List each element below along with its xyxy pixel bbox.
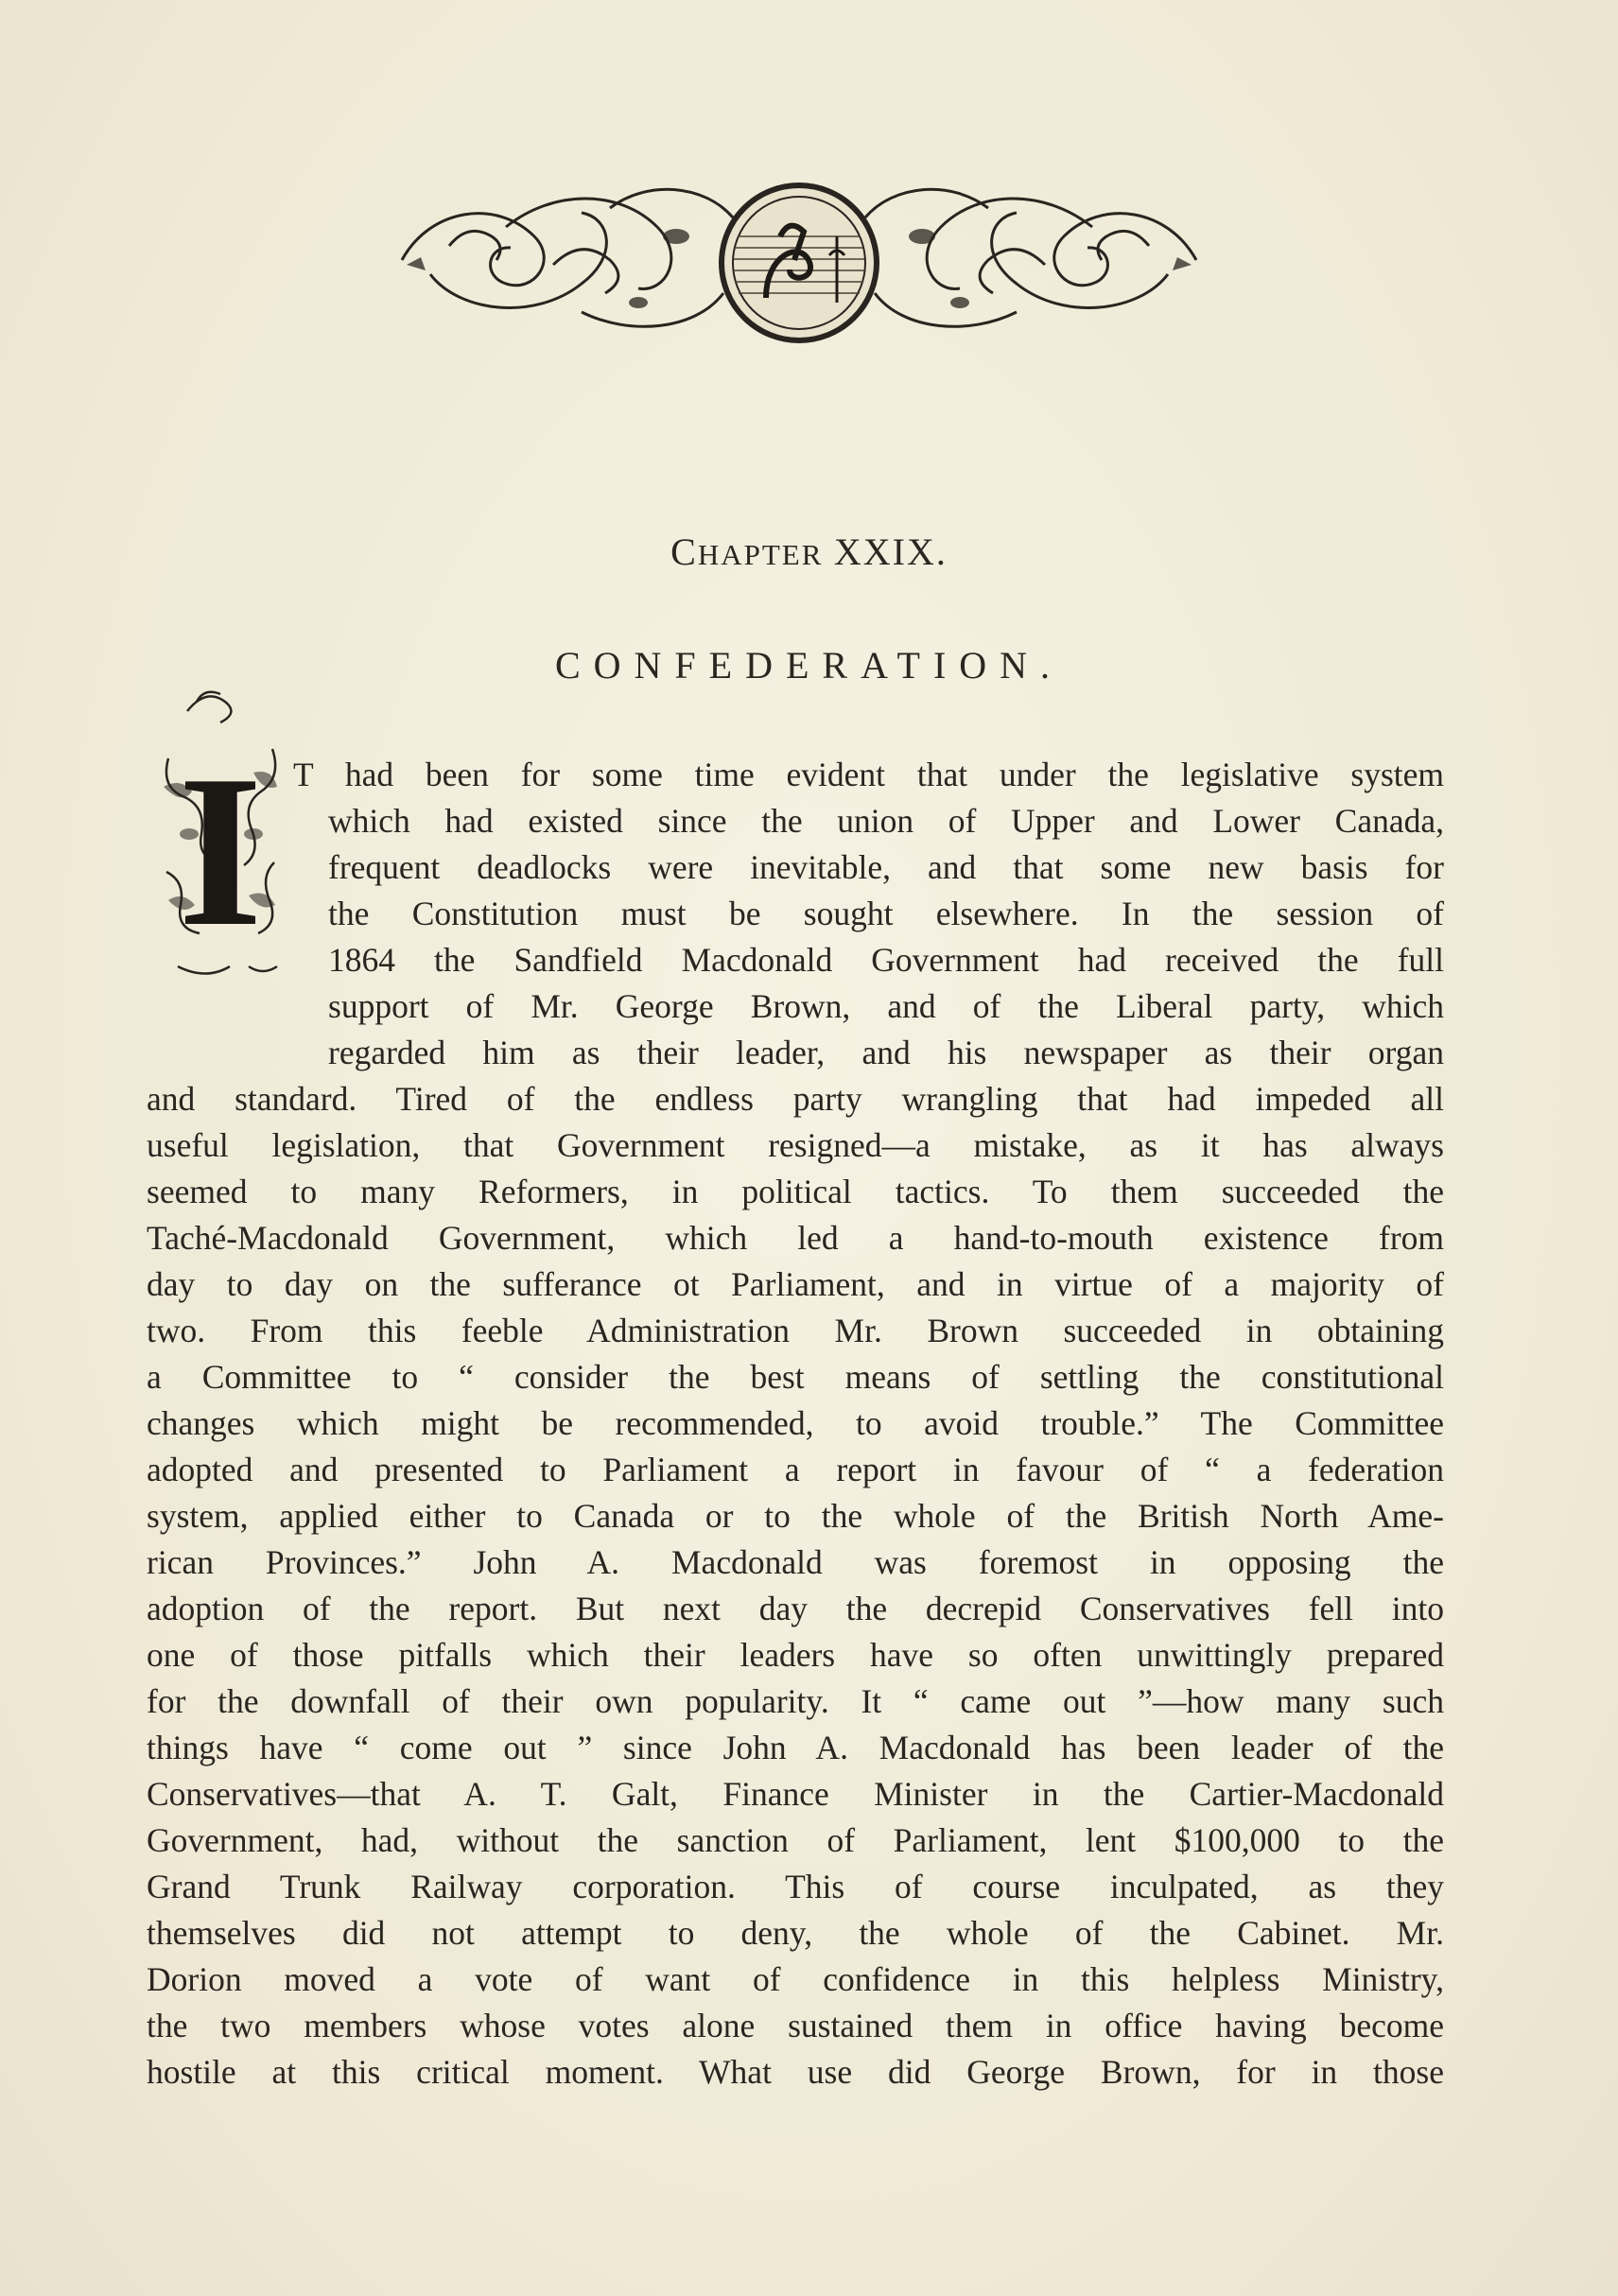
text-line — [147, 798, 1444, 844]
text-line — [147, 1679, 1444, 1725]
text-line-content: 1864 the Sandfield Macdonald Government had received the full — [328, 941, 1444, 979]
text-line — [147, 1215, 1444, 1261]
text-line-content: themselves did not attempt to deny, the whole of the Cabinet. Mr. — [147, 1914, 1444, 1952]
text-line — [147, 1586, 1444, 1632]
text-line-content: hostile at this critical moment. What use did George Brown, for in those — [147, 2053, 1444, 2091]
text-line — [147, 937, 1444, 983]
text-line-content: Taché-Macdonald Government, which led a hand-to-mouth existence from — [147, 1219, 1444, 1257]
ornamental-headpiece — [392, 170, 1206, 359]
text-line — [147, 1771, 1444, 1818]
text-line — [147, 891, 1444, 937]
text-line-content: the two members whose votes alone sustained them in office having become — [147, 2007, 1444, 2044]
text-line — [147, 1818, 1444, 1864]
text-line-content: rican Provinces.” John A. Macdonald was foremost in opposing the — [147, 1543, 1444, 1581]
text-line — [147, 1539, 1444, 1586]
chapter-word-rest: HAPTER — [697, 538, 824, 571]
text-line — [147, 1122, 1444, 1169]
chapter-title: CONFEDERATION. — [554, 644, 1064, 687]
chapter-word-initial: C — [670, 531, 698, 573]
text-line — [147, 1910, 1444, 1957]
text-line-content: a Committee to “ consider the best means of settling the constitutional — [147, 1358, 1444, 1396]
text-line — [147, 1169, 1444, 1215]
text-line — [147, 1308, 1444, 1354]
text-line-content: which had existed since the union of Upper and Lower Canada, — [328, 802, 1444, 840]
text-line — [147, 1632, 1444, 1679]
text-line — [147, 1447, 1444, 1493]
text-line-content: Dorion moved a vote of want of confidence in this helpless Ministry, — [147, 1960, 1444, 1998]
text-line-content: things have “ come out ” since John A. Macdonald has been leader of the — [147, 1729, 1444, 1766]
body-text — [147, 752, 1444, 2096]
text-line-content: and standard. Tired of the endless party wrangling that had impeded all — [147, 1080, 1444, 1118]
text-line — [147, 2003, 1444, 2049]
text-line — [147, 1030, 1444, 1076]
text-line — [147, 1493, 1444, 1539]
text-line — [147, 983, 1444, 1030]
text-line-content: T had been for some time evident that under the legislative system — [293, 756, 1444, 793]
chapter-heading — [0, 530, 1618, 574]
text-line-content: adoption of the report. But next day the decrepid Conservatives fell into — [147, 1590, 1444, 1627]
text-line-content: day to day on the sufferance ot Parliament, and in virtue of a majority of — [147, 1265, 1444, 1303]
text-line-content: for the downfall of their own popularity. It “ came out ”—how many such — [147, 1682, 1444, 1720]
text-line-content: support of Mr. George Brown, and of the Liberal party, which — [328, 987, 1444, 1025]
text-line — [147, 1400, 1444, 1447]
text-line-content: frequent deadlocks were inevitable, and that some new basis for — [328, 848, 1444, 886]
text-line-content: useful legislation, that Government resigned—a mistake, as it has always — [147, 1126, 1444, 1164]
chapter-numeral: XXIX. — [833, 531, 948, 573]
text-line-content: two. From this feeble Administration Mr. Brown succeeded in obtaining — [147, 1312, 1444, 1349]
text-line — [147, 752, 1444, 798]
text-line — [147, 1725, 1444, 1771]
text-line — [147, 1957, 1444, 2003]
text-line — [147, 1076, 1444, 1122]
text-line-content: adopted and presented to Parliament a report in favour of “ a federation — [147, 1451, 1444, 1488]
text-line — [147, 1864, 1444, 1910]
text-line — [147, 1354, 1444, 1400]
text-line-content: system, applied either to Canada or to the whole of the British North Ame- — [147, 1497, 1444, 1535]
text-line — [147, 1261, 1444, 1308]
text-line-content: seemed to many Reformers, in political tactics. To them succeeded the — [147, 1173, 1444, 1210]
text-line-content: one of those pitfalls which their leaders have so often unwittingly prepared — [147, 1636, 1444, 1674]
text-line-content: Conservatives—that A. T. Galt, Finance Minister in the Cartier-Macdonald — [147, 1775, 1444, 1813]
text-line — [147, 2049, 1444, 2096]
text-line-content: Government, had, without the sanction of Parliament, lent $100,000 to the — [147, 1821, 1444, 1859]
text-line-content: changes which might be recommended, to avoid trouble.” The Committee — [147, 1404, 1444, 1442]
text-line-content: the Constitution must be sought elsewhere. In the session of — [328, 895, 1444, 932]
text-line-content: regarded him as their leader, and his newspaper as their organ — [328, 1034, 1444, 1071]
text-line — [147, 844, 1444, 891]
initial-letter-glyph: I — [178, 730, 263, 971]
text-line-content: Grand Trunk Railway corporation. This of course inculpated, as they — [147, 1868, 1444, 1905]
